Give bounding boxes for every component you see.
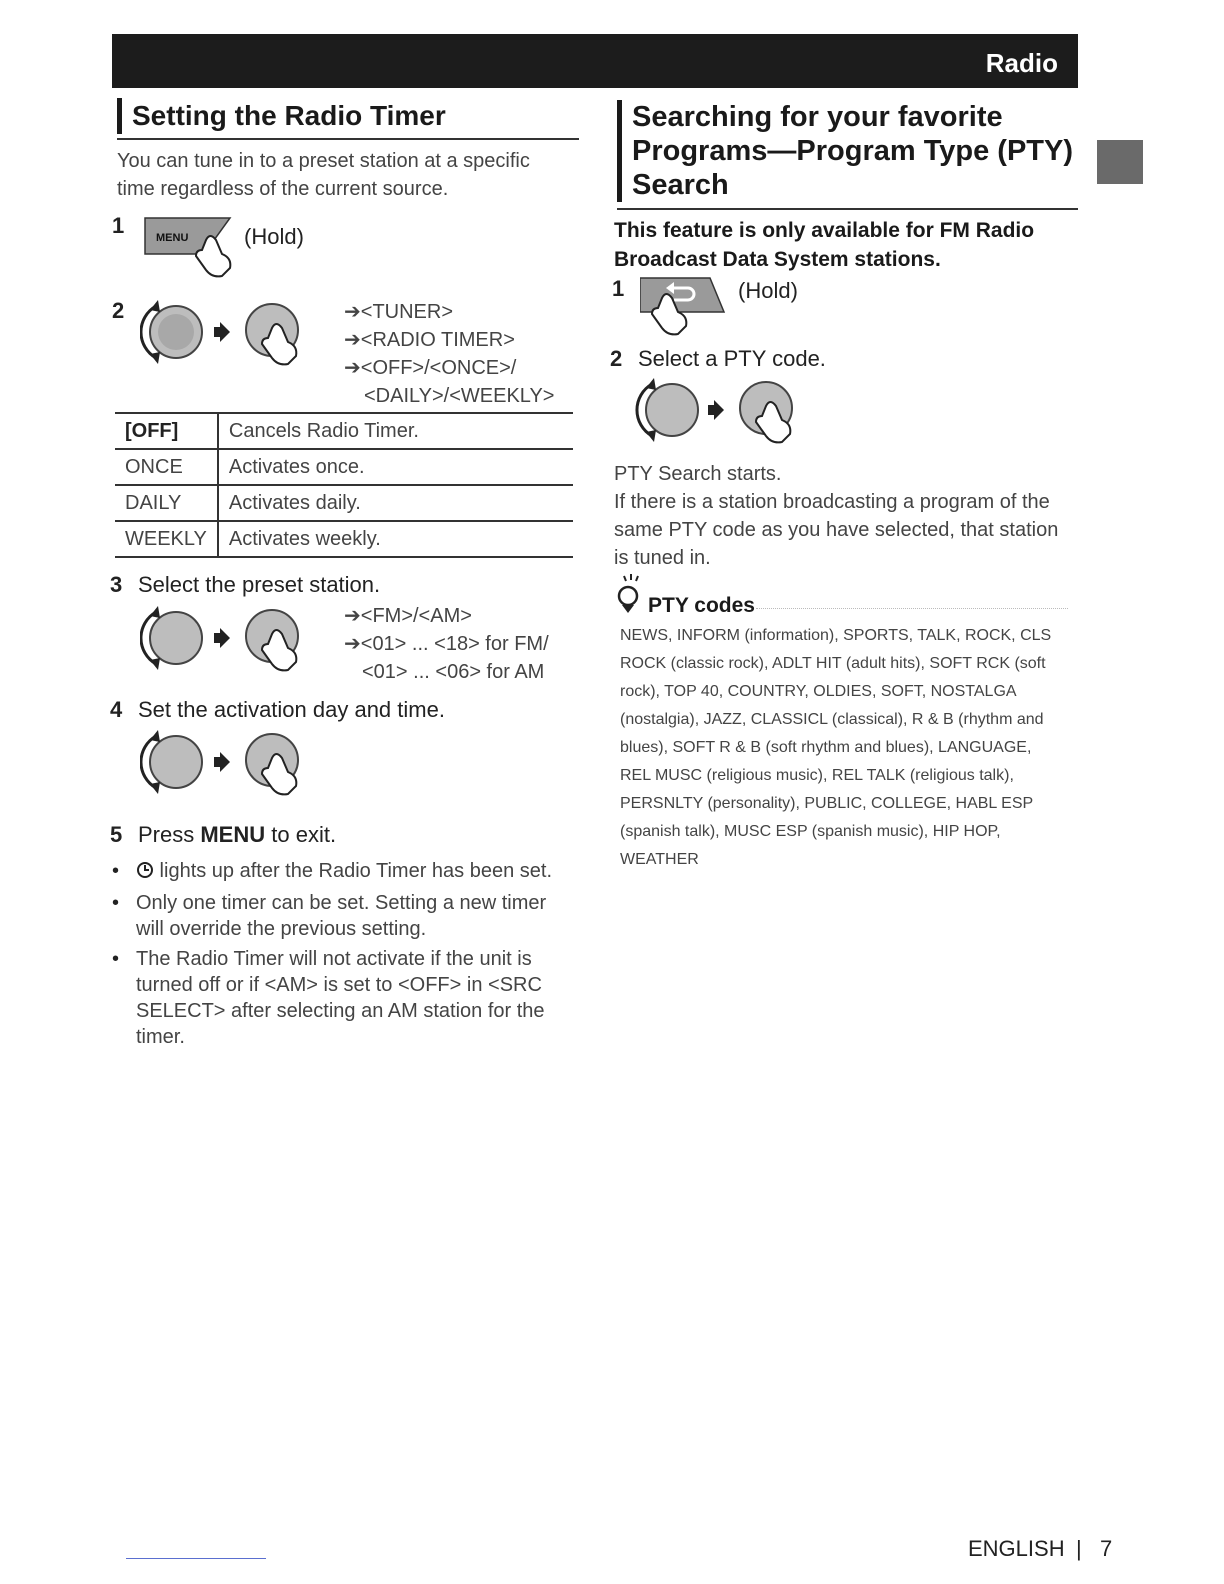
table-row xyxy=(115,521,573,557)
step-4-text: Set the activation day and time. xyxy=(138,697,445,722)
option-desc: Cancels Radio Timer. xyxy=(218,413,573,449)
right-step-1-number: 1 xyxy=(612,276,625,301)
menu-path-line: ➔<FM>/<AM> xyxy=(344,605,472,627)
availability-note: This feature is only available for FM Radio Broadcast Data System stations. xyxy=(614,219,1035,271)
footer-separator: | xyxy=(1076,1536,1082,1561)
step-1-hint: (Hold) xyxy=(244,224,304,249)
menu-button-label: MENU xyxy=(156,232,189,244)
option-key: DAILY xyxy=(115,485,218,521)
menu-path-line: ➔<01> ... <18> for FM/ xyxy=(344,633,549,655)
option-key: ONCE xyxy=(115,449,218,485)
knob-turn-press-icon xyxy=(140,292,336,380)
table-row xyxy=(115,485,573,521)
step-1-number: 1 xyxy=(112,213,125,238)
step-2-menu-path xyxy=(344,298,564,410)
tip-divider xyxy=(756,608,1068,609)
knob-turn-press-icon xyxy=(140,600,336,688)
menu-path-line: ➔<RADIO TIMER> xyxy=(344,329,515,351)
menu-button-icon xyxy=(144,214,240,278)
back-button-icon xyxy=(640,276,730,336)
right-title-rule xyxy=(617,208,1078,210)
option-key: WEEKLY xyxy=(115,521,218,557)
option-key: [OFF] xyxy=(115,413,218,449)
right-step-2-number: 2 xyxy=(610,346,623,371)
menu-path-line: ➔<TUNER> xyxy=(344,301,454,323)
timer-options-table xyxy=(115,412,573,558)
left-title-rule xyxy=(117,138,579,140)
tip-title: PTY codes xyxy=(648,594,755,617)
footer-language: ENGLISH xyxy=(968,1536,1065,1561)
option-desc: Activates daily. xyxy=(218,485,573,521)
step-2-number: 2 xyxy=(112,298,125,323)
menu-path-line: ➔<OFF>/<ONCE>/ xyxy=(344,357,517,379)
pty-search-result: PTY Search starts. If there is a station broadcasting a program of the same PTY code as you have selected, that station is tuned in. xyxy=(614,463,1059,569)
footer-rule xyxy=(126,1558,266,1559)
header-bar xyxy=(112,34,1078,88)
menu-key-label: MENU xyxy=(200,822,266,847)
option-desc: Activates weekly. xyxy=(218,521,573,557)
side-tab-marker xyxy=(1097,140,1143,184)
pty-codes-list: NEWS, INFORM (information), SPORTS, TALK, ROCK, CLS ROCK (classic rock), ADLT HIT (adult hits), SOFT RCK (soft rock), TOP 40, COUNTRY, OLDIES, SOFT, NOSTALGA (nostalgia), JAZZ, CLASSICL (classical), R & B (rhythm and blues), SOFT R & B (soft rhythm and blues), LANGUAGE, REL MUSC (religious music), REL TALK (religious talk), PERSNLTY (personality), PUBLIC, COLLEGE, HABL ESP (spanish talk), MUSC ESP (spanish music), HIP HOP, WEATHER xyxy=(620,627,1052,868)
section-title: Radio xyxy=(985,48,1058,78)
step-4-number: 4 xyxy=(110,697,123,722)
left-section-title: Setting the Radio Timer xyxy=(117,98,446,134)
right-section-title: Searching for your favorite Programs—Program Type (PTY) Search xyxy=(617,100,1092,202)
right-step-2-text: Select a PTY code. xyxy=(638,346,826,371)
right-step-1-hint: (Hold) xyxy=(738,278,798,303)
table-row xyxy=(115,413,573,449)
clock-icon xyxy=(136,860,154,886)
step-3-menu-path xyxy=(344,602,564,686)
knob-turn-press-icon xyxy=(620,372,816,460)
step-5-number: 5 xyxy=(110,822,123,847)
knob-turn-press-icon xyxy=(140,724,336,812)
notes-list xyxy=(112,858,572,1054)
step-3-text: Select the preset station. xyxy=(138,572,381,597)
menu-path-line: <01> ... <06> for AM xyxy=(362,661,545,683)
option-desc: Activates once. xyxy=(218,449,573,485)
lightbulb-icon xyxy=(616,572,646,618)
list-item: • Only one timer can be set. Setting a new timer will override the previous setting. xyxy=(112,892,547,940)
page-number: 7 xyxy=(1100,1536,1113,1561)
step-5-text: Press MENU to exit. xyxy=(138,822,337,847)
menu-path-line: <DAILY>/<WEEKLY> xyxy=(364,385,555,407)
step-3-number: 3 xyxy=(110,572,123,597)
list-item: • lights up after the Radio Timer has been set. xyxy=(112,858,572,886)
table-row xyxy=(115,449,573,485)
list-item: • The Radio Timer will not activate if the unit is turned off or if <AM> is set to <OFF> in <SRC SELECT> after selecting an AM station for the timer. xyxy=(112,948,545,1048)
left-intro: You can tune in to a preset station at a specific time regardless of the current source. xyxy=(117,150,530,200)
